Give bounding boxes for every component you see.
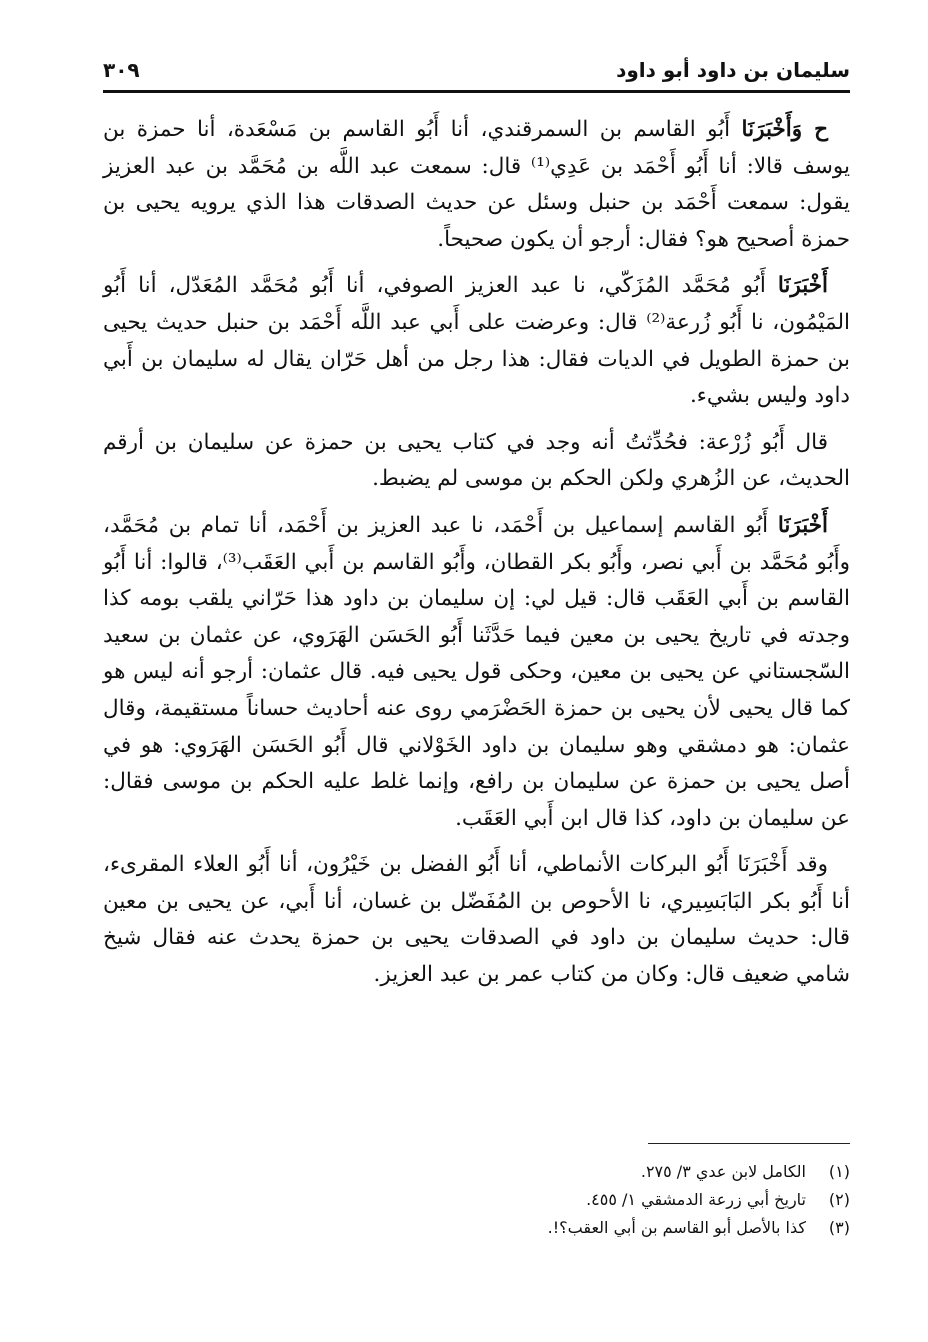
narration-keyword: ح وَأَخْبَرَنَا [741, 117, 828, 142]
header-rule [103, 90, 850, 93]
paragraph-4 [103, 508, 850, 837]
page-header [103, 52, 850, 88]
narration-keyword: أَخْبَرَنَا [777, 273, 828, 299]
paragraph-text: قال أَبُو زُرْعة: فحُدِّثتُ أنه وجد في كتاب يحيى بن حمزة عن سليمان بن أرقم الحديث، عن الزُهري ولكن الحكم بن موسى لم يضبط. [103, 429, 850, 492]
footnote-3 [400, 1214, 850, 1242]
paragraph-text: وقد أَخْبَرَنَا أَبُو البركات الأنماطي، أنا أَبُو الفضل بن خَيْرُون، أنا أَبُو العلاء المقرىء، أنا أَبُو بكر البَابَسِيري، نا الأحوص بن المُفَضّل بن غسان، أنا أَبي، عن يحيى بن معين قال: حديث سليمان بن داود في الصدقات يحيى بن حمزة يحدث عنه فقال شيخ شامي ضعيف قال: وكان من كتاب عمر بن عبد العزيز. [103, 852, 850, 988]
footnote-number: (١) [828, 1162, 850, 1181]
footnote-2 [400, 1186, 850, 1214]
paragraph-5 [103, 847, 850, 993]
paragraph-3 [103, 425, 850, 498]
footnote-number: (٣) [828, 1218, 850, 1237]
paragraph-2 [103, 268, 850, 414]
paragraph-1 [103, 112, 850, 258]
paragraph-text: أَبُو القاسم بن السمرقندي، أنا أَبُو القاسم بن مَسْعَدة، أنا حمزة بن يوسف قالا: أنا أَبُو أَحْمَد بن عَدِي⁽¹⁾ قال: سمعت عبد اللَّه بن مُحَمَّد بن عبد العزيز يقول: سمعت أَحْمَد بن حنبل وسئل عن حديث الصدقات هذا الذي يرويه يحيى بن حمزة أصحيح هو؟ فقال: أرجو أن يكون صحيحاً. [103, 117, 851, 252]
paragraph-text: أَبُو مُحَمَّد المُزَكّي، نا عبد العزيز الصوفي، أنا أَبُو مُحَمَّد المُعَدّل، أنا أَبُو المَيْمُون، نا أَبُو زُرعة⁽²⁾ قال: وعرضت على أَبي عبد اللَّه أَحْمَد بن حنبل حديث يحيى بن حمزة الطويل في الديات فقال: هذا رجل من أهل حَرّان يقال له سليمان بن أَبي داود وليس بشيء. [103, 273, 850, 409]
running-title: سليمان بن داود أبو داود [616, 58, 850, 82]
footnote-text: تاريخ أبي زرعة الدمشقي ١/ ٤٥٥. [586, 1190, 806, 1209]
footnote-number: (٢) [828, 1190, 850, 1209]
footnotes [400, 1158, 850, 1242]
main-text [103, 112, 850, 1004]
footnote-1 [400, 1158, 850, 1186]
narration-keyword: أَخْبَرَنَا [777, 512, 828, 538]
footnote-text: كذا بالأصل أبو القاسم بن أبي العقب؟!. [547, 1218, 806, 1237]
page-number: ٣٠٩ [103, 58, 140, 82]
paragraph-text: أَبُو القاسم إسماعيل بن أَحْمَد، نا عبد العزيز بن أَحْمَد، أنا تمام بن مُحَمَّد، وأَبُو مُحَمَّد بن أَبي نصر، وأَبُو بكر القطان، وأَبُو القاسم بن أَبي العَقَب⁽³⁾، قالوا: أنا أَبُو القاسم بن أَبي العَقَب قال: قيل لي: إن سليمان بن داود هذا حَرّاني يلقب بومه كذا وجدته في تاريخ يحيى بن معين فيما حَدَّثَنا أَبُو الحَسَن الهَرَوي، عن عثمان بن سعيد السّجستاني عن يحيى بن معين، وحكى قول يحيى فيه. قال عثمان: أرجو أنه ليس هو كما قال يحيى لأن يحيى بن حمزة الحَضْرَمي روى عنه أحاديث حساناً مستقيمة، وقال عثمان: هو دمشقي وهو سليمان بن داود الخَوْلاني قال أَبُو الحَسَن الهَرَوي: هو في أصل يحيى بن حمزة عن سليمان بن رافع، وإنما غلط عليه الحكم بن موسى فقال: عن سليمان بن داود، كذا قال ابن أَبي العَقَب. [103, 512, 851, 831]
footnote-rule [648, 1143, 850, 1144]
footnote-text: الكامل لابن عدي ٣/ ٢٧٥. [640, 1162, 806, 1181]
